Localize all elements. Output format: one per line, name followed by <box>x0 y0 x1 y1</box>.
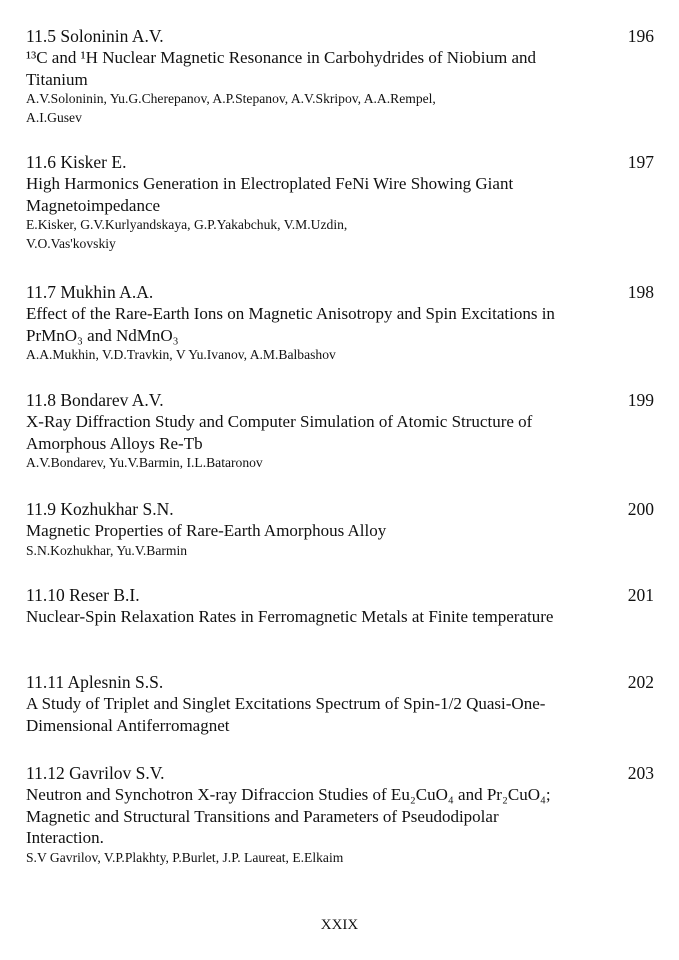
entry-heading: 11.7 Mukhin A.A. <box>26 282 154 302</box>
toc-entry-11-7 <box>26 281 656 365</box>
entry-title: Effect of the Rare-Earth Ions on Magnetic Anisotropy and Spin Excitations in PrMnO₃ and NdMnO₃ <box>26 304 555 345</box>
entry-heading: 11.10 Reser B.I. <box>26 585 140 605</box>
entry-page-number: 196 <box>627 26 654 46</box>
entry-title: X-Ray Diffraction Study and Computer Simulation of Atomic Structure of Amorphous Alloys Re-Tb <box>26 412 533 453</box>
entry-heading-row <box>26 151 656 173</box>
entry-authors: S.V Gavrilov, V.P.Plakhty, P.Burlet, J.P. Laureat, E.Elkaim <box>26 849 344 865</box>
entry-heading-row <box>26 389 656 411</box>
entry-heading: 11.12 Gavrilov S.V. <box>26 763 165 783</box>
entry-title: High Harmonics Generation in Electroplated FeNi Wire Showing Giant Magnetoimpedance <box>26 174 514 215</box>
entry-authors: S.N.Kozhukhar, Yu.V.Barmin <box>26 542 188 558</box>
entry-title: Neutron and Synchotron X-ray Difraccion Studies of Eu₂CuO₄ and Pr₂CuO₄; Magnetic and Structural Transitions and Parameters of Pseudodipolar Interaction. <box>26 785 551 847</box>
toc-entry-11-8 <box>26 389 656 473</box>
entry-authors: A.V.Soloninin, Yu.G.Cherepanov, A.P.Stepanov, A.V.Skripov, A.A.Rempel, A.I.Gusev <box>26 91 436 125</box>
entry-page-number: 197 <box>627 152 654 172</box>
toc-entry-11-12 <box>26 762 656 867</box>
entry-authors: A.V.Bondarev, Yu.V.Barmin, I.L.Bataronov <box>26 455 263 470</box>
entry-title: Magnetic Properties of Rare-Earth Amorphous Alloy <box>26 521 387 540</box>
entry-heading: 11.8 Bondarev A.V. <box>26 390 164 410</box>
entry-heading: 11.11 Aplesnin S.S. <box>26 672 164 692</box>
entry-page-number: 200 <box>627 499 654 519</box>
entry-page-number: 202 <box>627 672 654 692</box>
entry-heading-row <box>26 498 656 520</box>
entry-authors: E.Kisker, G.V.Kurlyandskaya, G.P.Yakabchuk, V.M.Uzdin, V.O.Vas'kovskiy <box>26 217 348 251</box>
entry-title: Nuclear-Spin Relaxation Rates in Ferromagnetic Metals at Finite temperature <box>26 607 554 626</box>
entry-heading: 11.9 Kozhukhar S.N. <box>26 499 174 519</box>
entry-page-number: 198 <box>627 282 654 302</box>
page-footer-number: XXIX <box>320 917 359 933</box>
entry-heading-row <box>26 671 656 693</box>
entry-title: ¹³C and ¹H Nuclear Magnetic Resonance in Carbohydrides of Niobium and Titanium <box>26 48 537 89</box>
toc-entry-11-6 <box>26 151 656 253</box>
entry-page-number: 199 <box>627 390 654 410</box>
entry-heading: 11.6 Kisker E. <box>26 152 127 172</box>
entry-page-number: 203 <box>627 763 654 783</box>
entry-heading: 11.5 Soloninin A.V. <box>26 26 164 46</box>
entry-page-number: 201 <box>627 585 654 605</box>
entry-heading-row <box>26 25 656 47</box>
toc-entry-11-9 <box>26 498 656 560</box>
entry-heading-row <box>26 762 656 784</box>
entry-heading-row <box>26 281 656 303</box>
toc-entry-11-5 <box>26 25 656 127</box>
entry-title: A Study of Triplet and Singlet Excitations Spectrum of Spin-1/2 Quasi-One- Dimensional Antiferromagnet <box>26 694 546 735</box>
entry-authors: A.A.Mukhin, V.D.Travkin, V Yu.Ivanov, A.M.Balbashov <box>26 347 336 362</box>
toc-entry-11-10 <box>26 584 656 628</box>
entry-heading-row <box>26 584 656 606</box>
toc-entry-11-11 <box>26 671 656 736</box>
